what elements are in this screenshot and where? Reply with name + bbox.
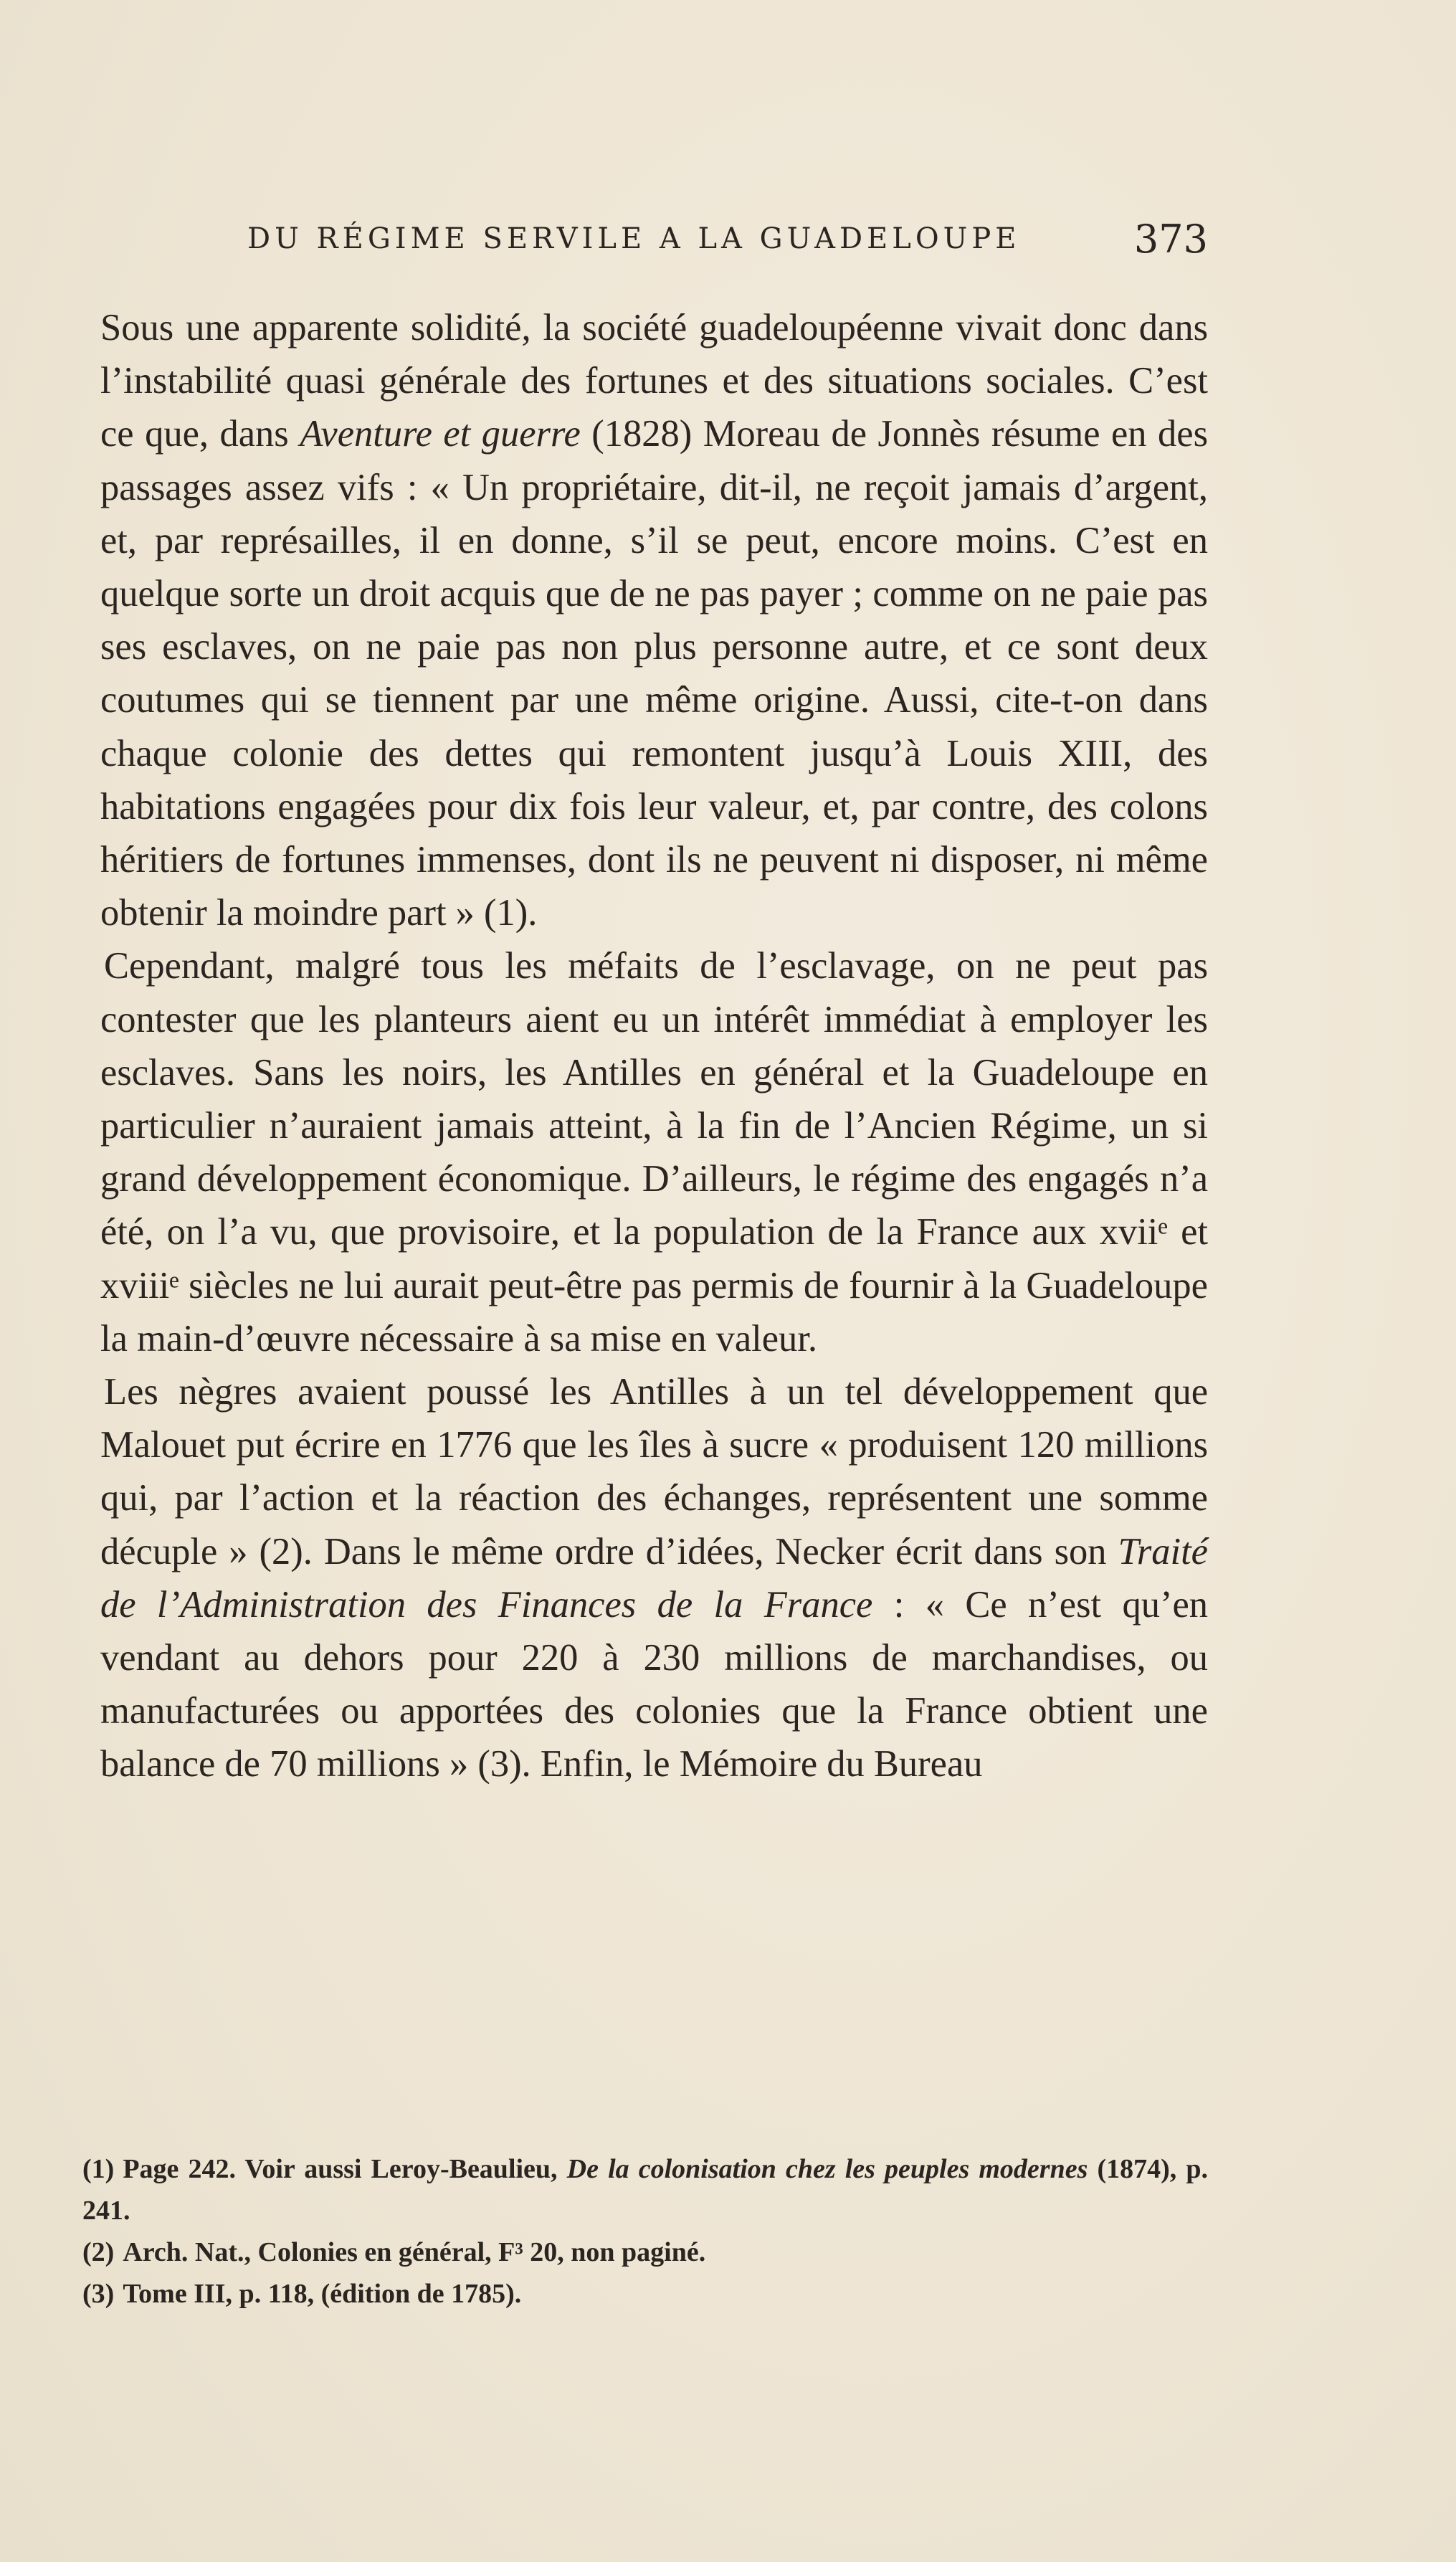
- body-text: [100, 301, 1208, 1791]
- book-title: Aventure et guerre: [300, 413, 581, 455]
- paragraph-1: [100, 301, 1208, 939]
- paragraph-text: Sous une apparente solidité, la société guadeloupéenne vivait donc dans l’instabilité quasi générale des fortunes et des situations sociales. C’est ce que, dans: [100, 307, 1208, 455]
- footnote-number: (1): [82, 2154, 115, 2184]
- footnote-1: [82, 2148, 1208, 2231]
- footnote-number: (2): [82, 2237, 115, 2267]
- book-title: Traité de l’Administration des Finances de la France: [100, 1530, 1208, 1626]
- footnote-text: Arch. Nat., Colonies en général, F³ 20, non paginé.: [123, 2237, 706, 2267]
- footnote-text: (1874), p. 241.: [82, 2154, 1208, 2226]
- running-title: DU RÉGIME SERVILE A LA GUADELOUPE: [247, 222, 1021, 255]
- page-header: [247, 217, 1208, 267]
- paragraph-text: : « Ce n’est qu’en vendant au dehors pour 220 à 230 millions de marchandises, ou manufacturées ou apportées des colonies que la France obtient une balance de 70 millions » (3). Enfin, le Mémoire du Bureau: [100, 1583, 1209, 1785]
- footnote-text: Page 242. Voir aussi Leroy-Beaulieu,: [123, 2154, 567, 2184]
- paragraph-3: [100, 1365, 1208, 1791]
- footnote-number: (3): [82, 2279, 115, 2309]
- footnotes: [82, 2148, 1208, 2315]
- page-number: 373: [1133, 217, 1208, 262]
- footnote-text: Tome III, p. 118, (édition de 1785).: [123, 2279, 522, 2309]
- paragraph-text: (1828) Moreau de Jonnès résume en des passages assez vifs : « Un propriétaire, dit-il, ne reçoit jamais d’argent, et, par représailles, il en donne, s’il se peut, encore moins. C’est en quelque sorte un droit acquis que de ne pas payer ; comme on ne paie pas ses esclaves, on ne paie pas non plus personne autre, et ce sont deux coutumes qui se tiennent par une même origine. Aussi, cite-t-on dans chaque colonie des dettes qui remontent jusqu’à Louis XIII, des habitations engagées pour dix fois leur valeur, et, par contre, des colons héritiers de fortunes immenses, dont ils ne peuvent ni disposer, ni même obtenir la moindre part » (1).: [100, 413, 1209, 934]
- paragraph-text: Cependant, malgré tous les méfaits de l’esclavage, on ne peut pas contester que les planteurs aient eu un intérêt immédiat à employer les esclaves. Sans les noirs, les Antilles en général et la Guadeloupe en particulier n’auraient jamais atteint, à la fin de l’Ancien Régime, un si grand développement économique. D’ailleurs, le régime des engagés n’a été, on l’a vu, que provisoire, et la population de la France aux xviiᵉ et xviiiᵉ siècles ne lui aurait peut-être pas permis de fournir à la Guadeloupe la main-d’œuvre nécessaire à sa mise en valeur.: [100, 945, 1208, 1360]
- footnote-3: [82, 2273, 1208, 2315]
- paragraph-2: [100, 939, 1208, 1365]
- paragraph-text: Les nègres avaient poussé les Antilles à un tel développement que Malouet put écrire en 1776 que les îles à sucre « produisent 120 millions qui, par l’action et la réaction des échanges, représentent une somme décuple » (2). Dans le même ordre d’idées, Necker écrit dans son: [100, 1371, 1208, 1572]
- footnote-2: [82, 2231, 1208, 2273]
- footnote-title: De la colonisation chez les peuples modernes: [566, 2154, 1088, 2184]
